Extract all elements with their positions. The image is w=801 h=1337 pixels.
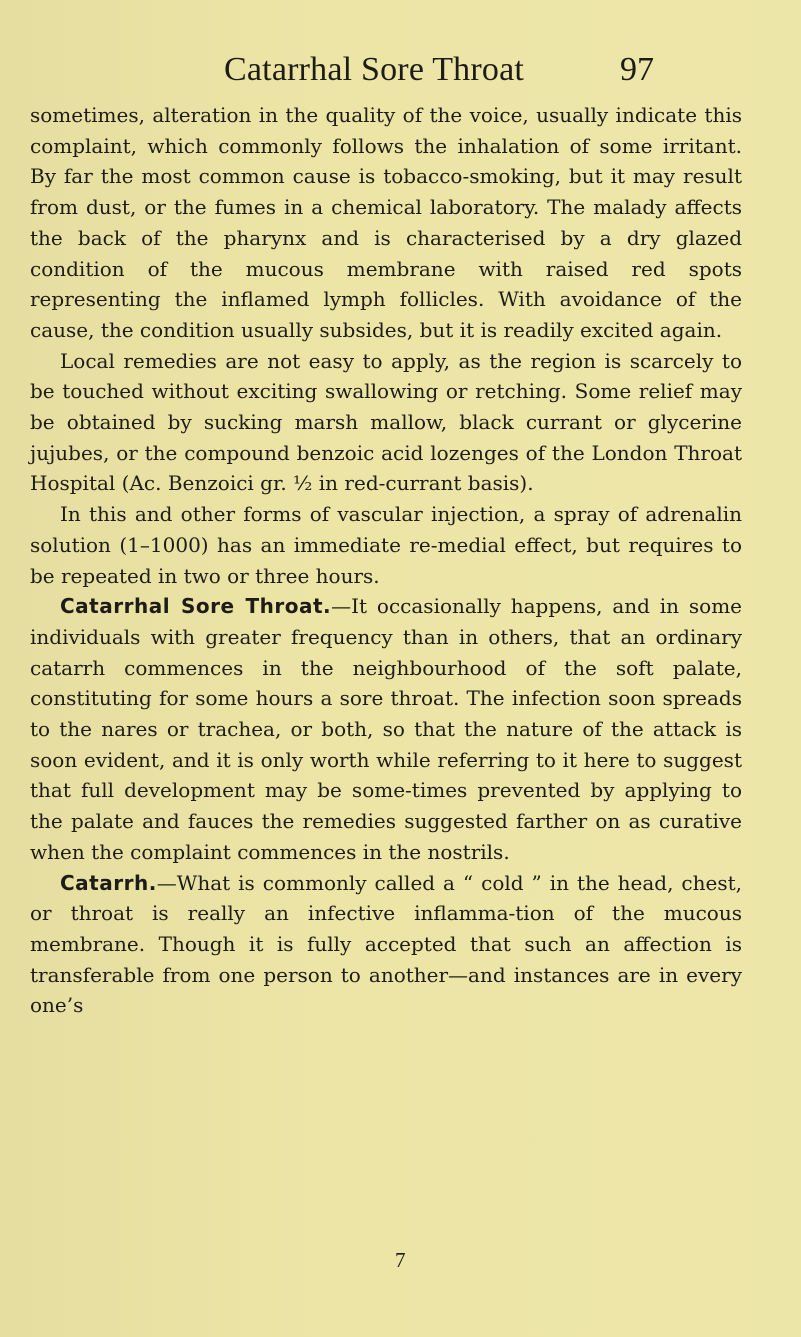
paragraph-text: —What is commonly called a “ cold ” in the head, chest, or throat is really an infective inflamma-tion of the mucous membrane. Though it is fully accepted that such an affection is transferable from one person to another—and instances are in every one’s bbox=[30, 870, 742, 1018]
section-heading: Catarrhal Sore Throat. bbox=[60, 594, 332, 619]
page-number: 97 bbox=[620, 51, 654, 88]
paragraph-text: —It occasionally happens, and in some individuals with greater frequency than in others, that an ordinary catarrh commences in the neighbourhood of the soft palate, constituting for some hours a sore throat. The infection soon spreads to the nares or trachea, or both, so that the nature of the attack is soon evident, and it is only worth while referring to it here to suggest that full development may be some-times prevented by applying to the palate and fauces the remedies suggested farther on as curative when the complaint commences in the nostrils. bbox=[30, 594, 742, 864]
signature-mark: 7 bbox=[395, 1248, 406, 1272]
running-title: Catarrhal Sore Throat bbox=[224, 51, 525, 88]
paragraph-text: In this and other forms of vascular injection, a spray of adrenalin solution (1–1000) has an immediate re-medial effect, but requires to be repeated in two or three hours. bbox=[30, 502, 742, 588]
page-header bbox=[0, 50, 801, 100]
paragraph bbox=[30, 100, 742, 346]
paragraph-text: sometimes, alteration in the quality of the voice, usually indicate this complaint, which commonly follows the inhalation of some irritant. By far the most common cause is tobacco-smoking, but it may result from dust, or the fumes in a chemical laboratory. The malady affects the back of the pharynx and is characterised by a dry glazed condition of the mucous membrane with raised red spots representing the inflamed lymph follicles. With avoidance of the cause, the condition usually subsides, but it is readily excited again. bbox=[30, 103, 742, 342]
paragraph bbox=[30, 591, 742, 867]
paragraph bbox=[30, 499, 742, 591]
body-text bbox=[30, 100, 742, 1021]
paragraph bbox=[30, 346, 742, 500]
paragraph-text: Local remedies are not easy to apply, as the region is scarcely to be touched without exciting swallowing or retching. Some relief may be obtained by sucking marsh mallow, black currant or glycerine jujubes, or the compound benzoic acid lozenges of the London Throat Hospital (Ac. Benzoici gr. ½ in red-currant basis). bbox=[30, 348, 742, 496]
section-heading: Catarrh. bbox=[60, 870, 157, 895]
paragraph bbox=[30, 868, 742, 1022]
